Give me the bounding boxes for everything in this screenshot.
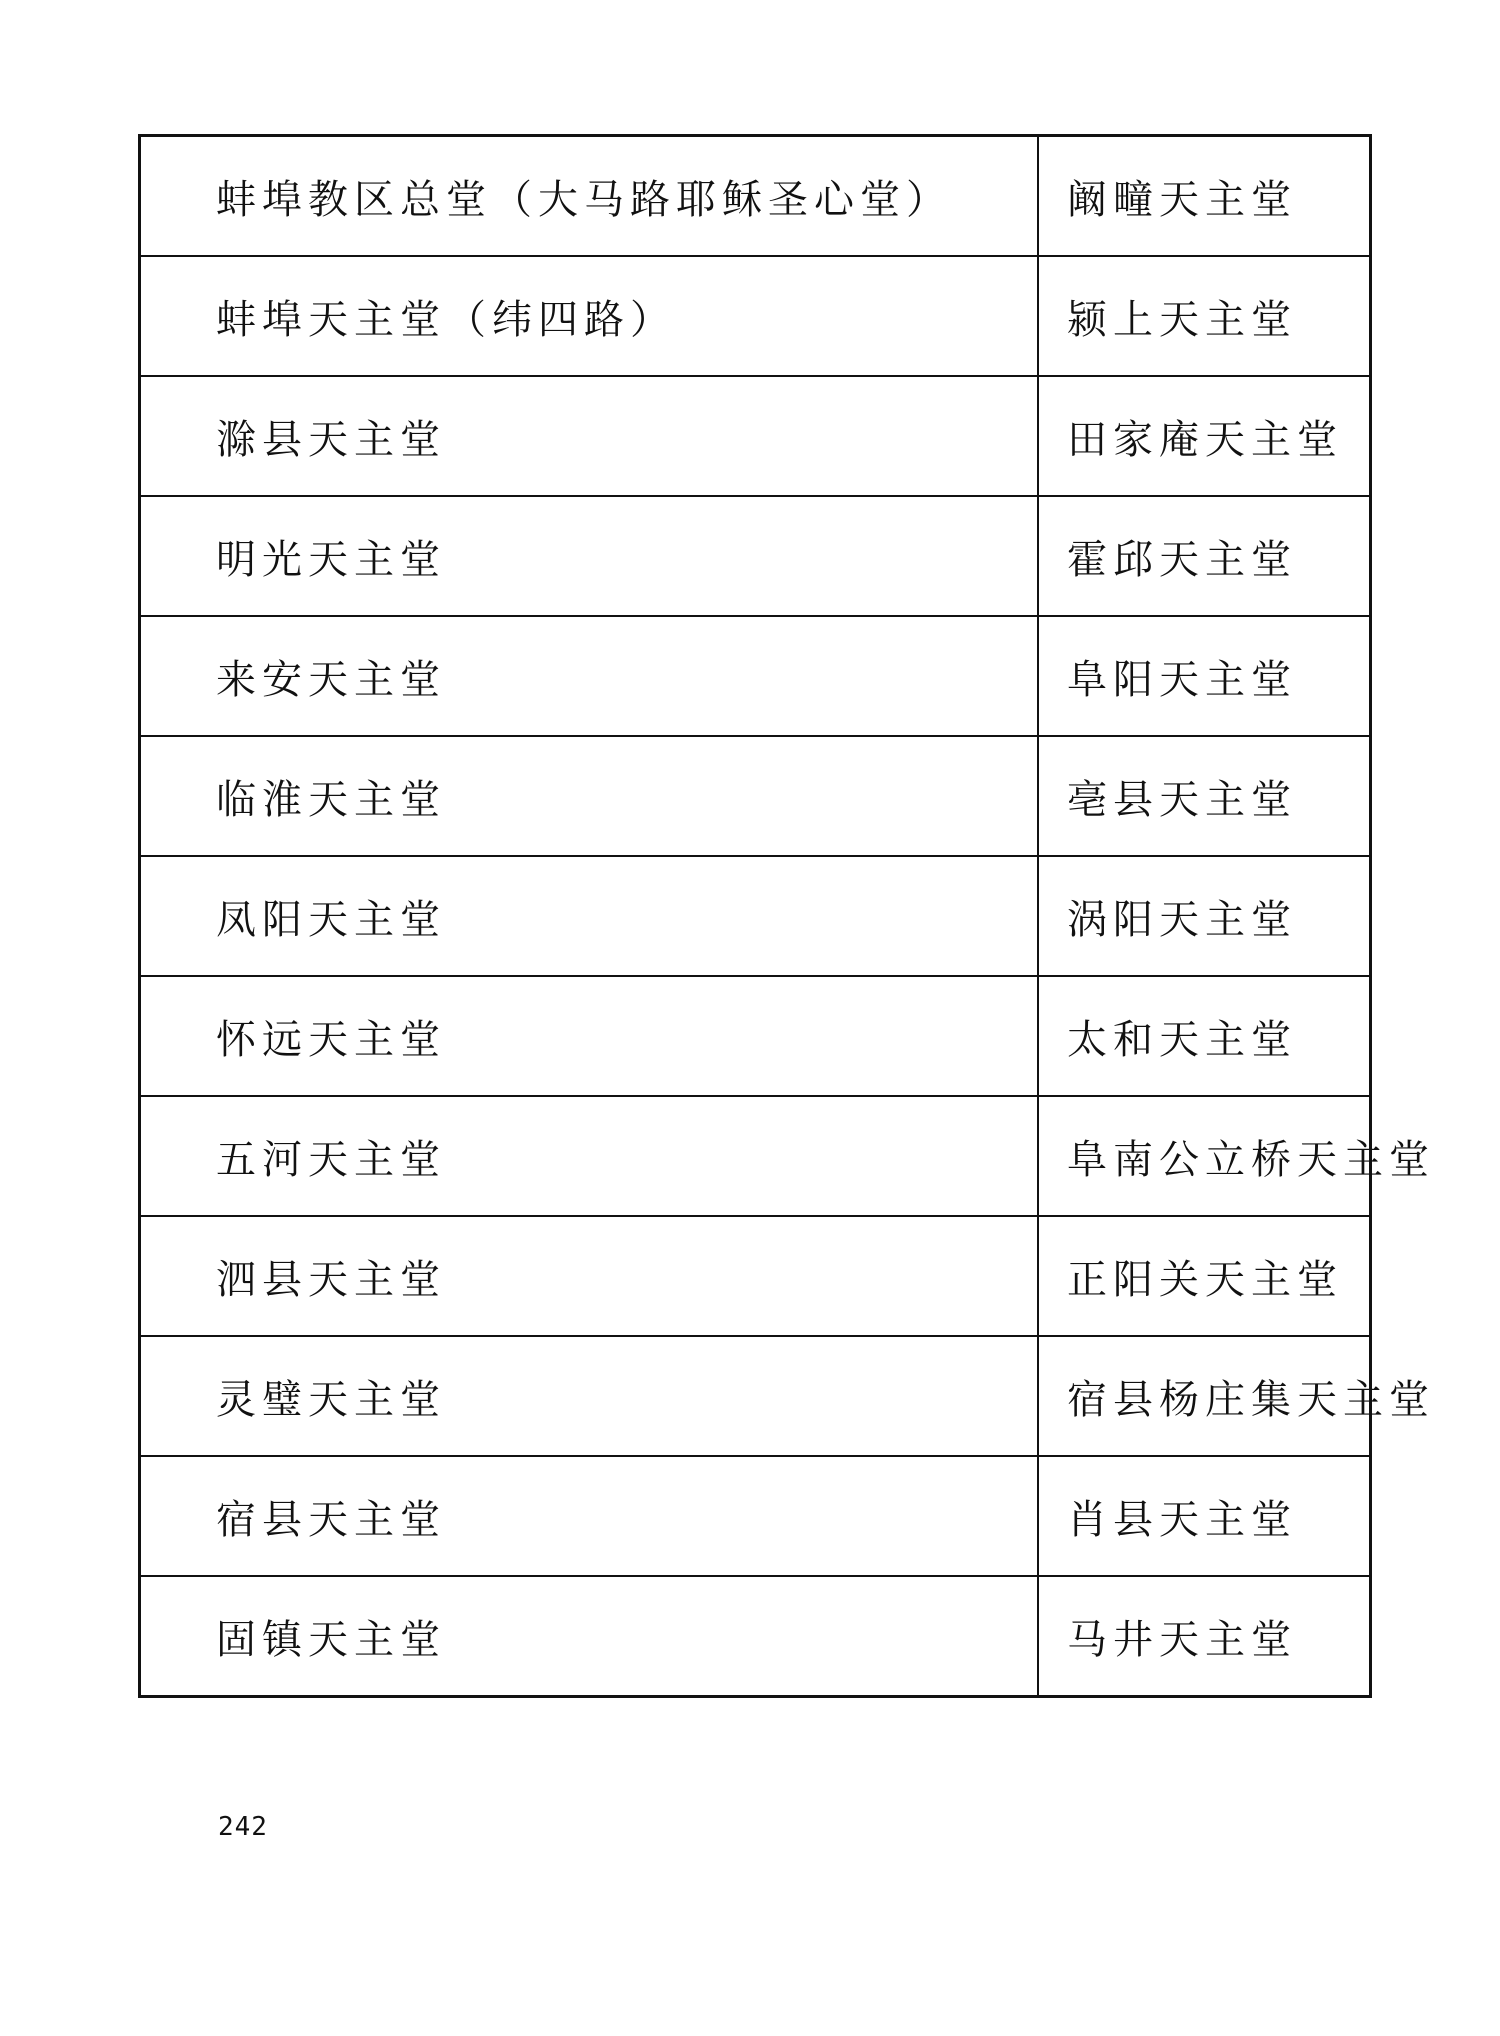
table-cell-right: 肖县天主堂 bbox=[1038, 1456, 1371, 1576]
table-cell-right: 霍邱天主堂 bbox=[1038, 496, 1371, 616]
table-cell-left: 明光天主堂 bbox=[140, 496, 1039, 616]
table-row bbox=[140, 1336, 1371, 1456]
table-cell-left: 怀远天主堂 bbox=[140, 976, 1039, 1096]
table-cell-left: 凤阳天主堂 bbox=[140, 856, 1039, 976]
table-cell-right: 宿县杨庄集天主堂 bbox=[1038, 1336, 1371, 1456]
table-cell-right: 颍上天主堂 bbox=[1038, 256, 1371, 376]
table-cell-right: 阚疃天主堂 bbox=[1038, 136, 1371, 257]
table-row bbox=[140, 856, 1371, 976]
table-row bbox=[140, 616, 1371, 736]
church-list-table bbox=[138, 134, 1435, 1698]
table-row bbox=[140, 376, 1371, 496]
table-cell-left: 五河天主堂 bbox=[140, 1096, 1039, 1216]
table-row bbox=[140, 976, 1371, 1096]
table-cell-left: 来安天主堂 bbox=[140, 616, 1039, 736]
table-cell-right: 涡阳天主堂 bbox=[1038, 856, 1371, 976]
table-cell-right: 马井天主堂 bbox=[1038, 1576, 1371, 1697]
table-cell-right: 阜南公立桥天主堂 bbox=[1038, 1096, 1371, 1216]
table-cell-right: 亳县天主堂 bbox=[1038, 736, 1371, 856]
table-cell-left: 临淮天主堂 bbox=[140, 736, 1039, 856]
table-cell-left: 滁县天主堂 bbox=[140, 376, 1039, 496]
table-row bbox=[140, 736, 1371, 856]
table-cell-right: 田家庵天主堂 bbox=[1038, 376, 1371, 496]
table-cell-left: 蚌埠教区总堂（大马路耶稣圣心堂） bbox=[140, 136, 1039, 257]
table-cell-left: 蚌埠天主堂（纬四路） bbox=[140, 256, 1039, 376]
table-cell-right: 阜阳天主堂 bbox=[1038, 616, 1371, 736]
table-cell-left: 固镇天主堂 bbox=[140, 1576, 1039, 1697]
table-row bbox=[140, 1096, 1371, 1216]
church-list-body bbox=[140, 136, 1435, 1697]
table-cell-right: 正阳关天主堂 bbox=[1038, 1216, 1371, 1336]
table-row bbox=[140, 136, 1371, 257]
table-row bbox=[140, 1576, 1371, 1697]
table-row bbox=[140, 496, 1371, 616]
table-cell-right: 太和天主堂 bbox=[1038, 976, 1371, 1096]
table-cell-left: 泗县天主堂 bbox=[140, 1216, 1039, 1336]
table-row bbox=[140, 1456, 1371, 1576]
table-cell-left: 灵璧天主堂 bbox=[140, 1336, 1039, 1456]
table-row bbox=[140, 256, 1371, 376]
table-row bbox=[140, 1216, 1371, 1336]
table-cell-left: 宿县天主堂 bbox=[140, 1456, 1039, 1576]
page-number: 242 bbox=[218, 1812, 268, 1842]
